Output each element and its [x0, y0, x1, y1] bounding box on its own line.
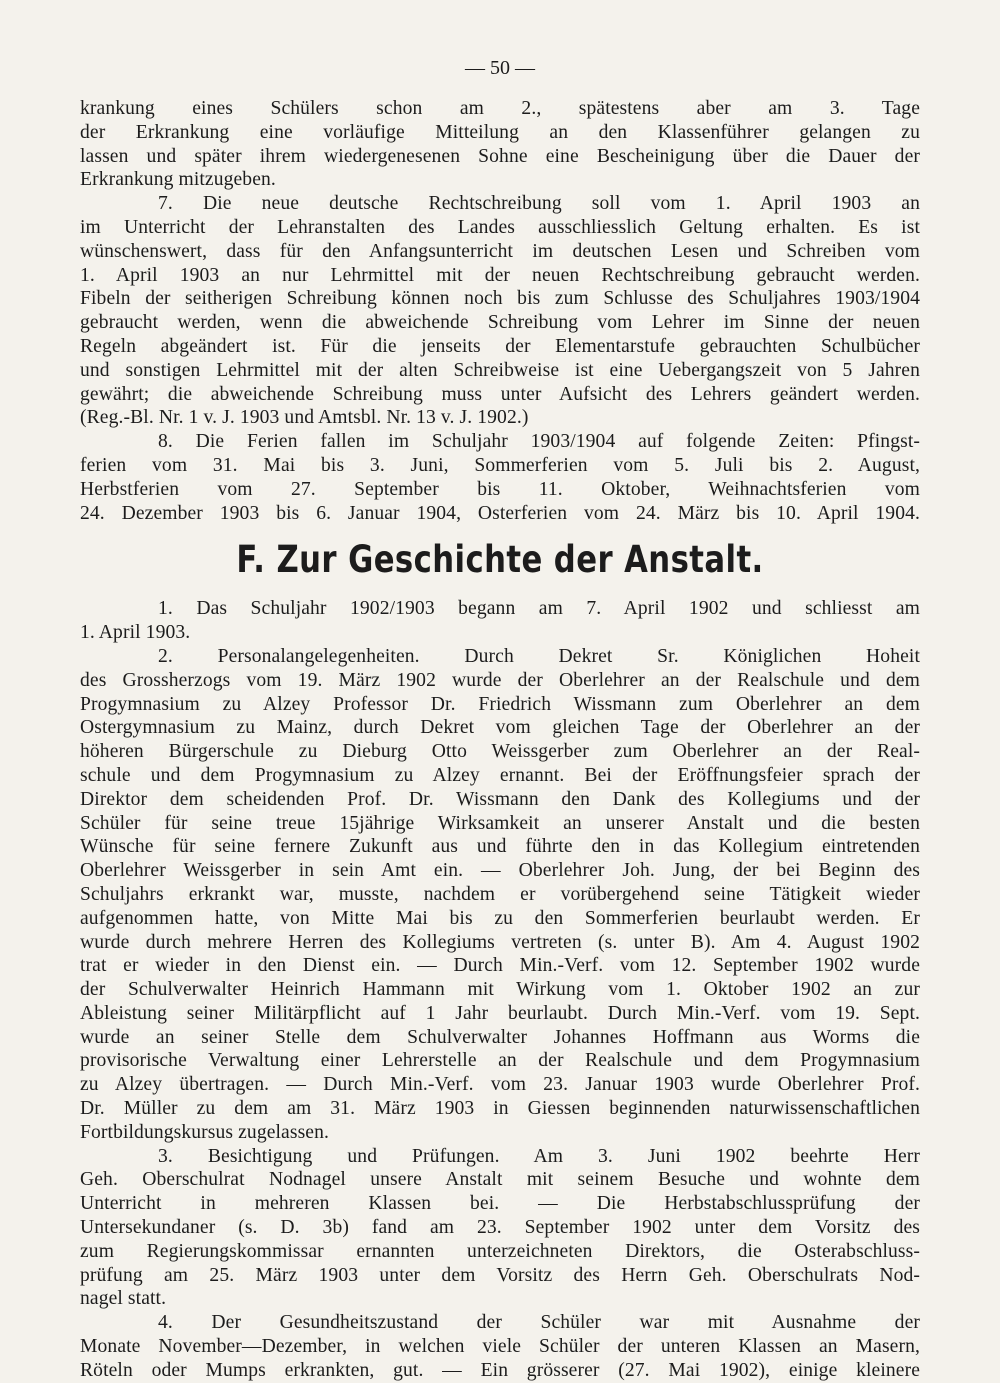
text-line: nagel statt. — [80, 1288, 167, 1310]
text-line: Dr. Müller zu dem am 31. März 1903 in Giessen beginnenden naturwissenschaftlichen — [80, 1098, 920, 1120]
text-line: Röteln oder Mumps erkrankten, gut. — Ein grösserer (27. Mai 1902), einige kleinere — [80, 1359, 920, 1381]
text-line: Progymnasium zu Alzey Professor Dr. Friedrich Wissmann zum Oberlehrer an dem — [80, 693, 920, 715]
text-line: zum Regierungskommissar ernannten unterzeichneten Direktors, die Osterabschluss- — [80, 1240, 920, 1262]
text-line: 7. Die neue deutsche Rechtschreibung soll vom 1. April 1903 an — [158, 193, 920, 215]
text-line: des Grossherzogs vom 19. März 1902 wurde der Oberlehrer an der Realschule und dem — [80, 669, 920, 691]
text-line: aufgenommen hatte, von Mitte Mai bis zu den Sommerferien beurlaubt werden. Er — [80, 907, 920, 929]
text-line: wurde durch mehrere Herren des Kollegiums vertreten (s. unter B). Am 4. August 1902 — [80, 931, 920, 953]
text-line: (Reg.-Bl. Nr. 1 v. J. 1903 und Amtsbl. Nr. 13 v. J. 1902.) — [80, 407, 529, 429]
text-line: der Erkrankung eine vorläufige Mitteilung an den Klassenführer gelangen zu — [80, 121, 920, 143]
text-line: lassen und später ihrem wiedergenesenen Sohne eine Bescheinigung über die Dauer der — [80, 145, 920, 167]
section-heading: F. Zur Geschichte der Anstalt. — [236, 538, 764, 582]
text-line: ferien vom 31. Mai bis 3. Juni, Sommerferien vom 5. Juli bis 2. August, — [80, 454, 920, 476]
text-line: 1. Das Schuljahr 1902/1903 begann am 7. April 1902 und schliesst am — [158, 598, 920, 620]
text-line: krankung eines Schülers schon am 2., spätestens aber am 3. Tage — [80, 98, 920, 119]
text-line: wurde an seiner Stelle dem Schulverwalter Johannes Hoffmann aus Worms die — [80, 1026, 920, 1048]
text-line: Ableistung seiner Militärpflicht auf 1 Jahr beurlaubt. Durch Min.-Verf. vom 19. Sept. — [80, 1002, 920, 1024]
text-line: 2. Personalangelegenheiten. Durch Dekret Sr. Königlichen Hoheit — [158, 645, 920, 667]
text-line: Schüler für seine treue 15jährige Wirksamkeit an unserer Anstalt und die besten — [80, 812, 920, 834]
text-line: und sonstigen Lehrmittel mit der alten Schreibweise ist eine Uebergangszeit von 5 Jahren — [80, 359, 920, 381]
text-line: trat er wieder in den Dienst ein. — Durch Min.-Verf. vom 12. September 1902 wurde — [80, 955, 920, 977]
text-line: 3. Besichtigung und Prüfungen. Am 3. Juni 1902 beehrte Herr — [158, 1145, 920, 1167]
text-line: 1. April 1903. — [80, 622, 191, 644]
text-line: Monate November—Dezember, in welchen viele Schüler der unteren Klassen an Masern, — [80, 1336, 920, 1358]
text-line: 8. Die Ferien fallen im Schuljahr 1903/1904 auf folgende Zeiten: Pfingst- — [158, 431, 920, 453]
text-line: Erkrankung mitzugeben. — [80, 169, 276, 191]
page-number: — 50 — — [465, 57, 535, 79]
body-text-upper — [80, 97, 920, 525]
text-line: gebraucht werden, wenn die abweichende Schreibung vom Lehrer im Sinne der neuen — [80, 312, 920, 334]
text-line: Unterricht in mehreren Klassen bei. — Die Herbstabschlussprüfung der — [80, 1193, 920, 1215]
text-line: schule und dem Progymnasium zu Alzey ernannt. Bei der Eröffnungsfeier sprach der — [80, 764, 920, 786]
text-line: Herbstferien vom 27. September bis 11. Oktober, Weihnachtsferien vom — [80, 478, 920, 500]
text-line: Direktor dem scheidenden Prof. Dr. Wissmann den Dank des Kollegiums und der — [80, 788, 920, 810]
text-line: Fortbildungskursus zugelassen. — [80, 1121, 329, 1143]
text-line: Oberlehrer Weissgerber in sein Amt ein. — Oberlehrer Joh. Jung, der bei Beginn des — [80, 860, 920, 882]
text-line: Untersekundaner (s. D. 3b) fand am 23. September 1902 unter dem Vorsitz des — [80, 1217, 920, 1239]
text-line: Schuljahrs erkrankt war, musste, nachdem er vorübergehend seine Tätigkeit wieder — [80, 883, 920, 905]
text-line: Wünsche für seine fernere Zukunft aus und führte den in das Kollegium eintretenden — [80, 836, 920, 858]
text-line: gewährt; die abweichende Schreibung muss unter Aufsicht des Lehrers geändert werden. — [80, 383, 920, 405]
text-line: provisorische Verwaltung einer Lehrerstelle an der Realschule und dem Progymnasium — [80, 1050, 920, 1072]
text-line: 1. April 1903 an nur Lehrmittel mit der neuen Rechtschreibung gebraucht werden. — [80, 264, 920, 286]
text-line: Geh. Oberschulrat Nodnagel unsere Anstalt mit seinem Besuche und wohnte dem — [80, 1169, 920, 1191]
text-line: wünschenswert, dass für den Anfangsunterricht im deutschen Lesen und Schreiben vom — [80, 240, 920, 262]
text-line: Regeln abgeändert ist. Für die jenseits der Elementarstufe gebrauchten Schulbücher — [80, 335, 920, 357]
text-line: zu Alzey übertragen. — Durch Min.-Verf. vom 23. Januar 1903 wurde Oberlehrer Prof. — [80, 1074, 920, 1096]
body-text-lower — [80, 597, 920, 1382]
text-line: 24. Dezember 1903 bis 6. Januar 1904, Osterferien vom 24. März bis 10. April 1904. — [80, 502, 920, 524]
text-line: der Schulverwalter Heinrich Hammann mit Wirkung vom 1. Oktober 1902 an zur — [80, 979, 920, 1001]
text-line: Ostergymnasium zu Mainz, durch Dekret vom gleichen Tage der Oberlehrer an der — [80, 717, 920, 739]
text-line: prüfung am 25. März 1903 unter dem Vorsitz des Herrn Geh. Oberschulrats Nod- — [80, 1264, 920, 1286]
text-line: im Unterricht der Lehranstalten des Landes ausschliesslich Geltung erhalten. Es ist — [80, 216, 920, 238]
text-line: Fibeln der seitherigen Schreibung können noch bis zum Schlusse des Schuljahres 1903/1904 — [80, 288, 920, 310]
text-line: höheren Bürgerschule zu Dieburg Otto Weissgerber zum Oberlehrer an der Real- — [80, 741, 920, 763]
text-line: 4. Der Gesundheitszustand der Schüler war mit Ausnahme der — [158, 1312, 920, 1334]
